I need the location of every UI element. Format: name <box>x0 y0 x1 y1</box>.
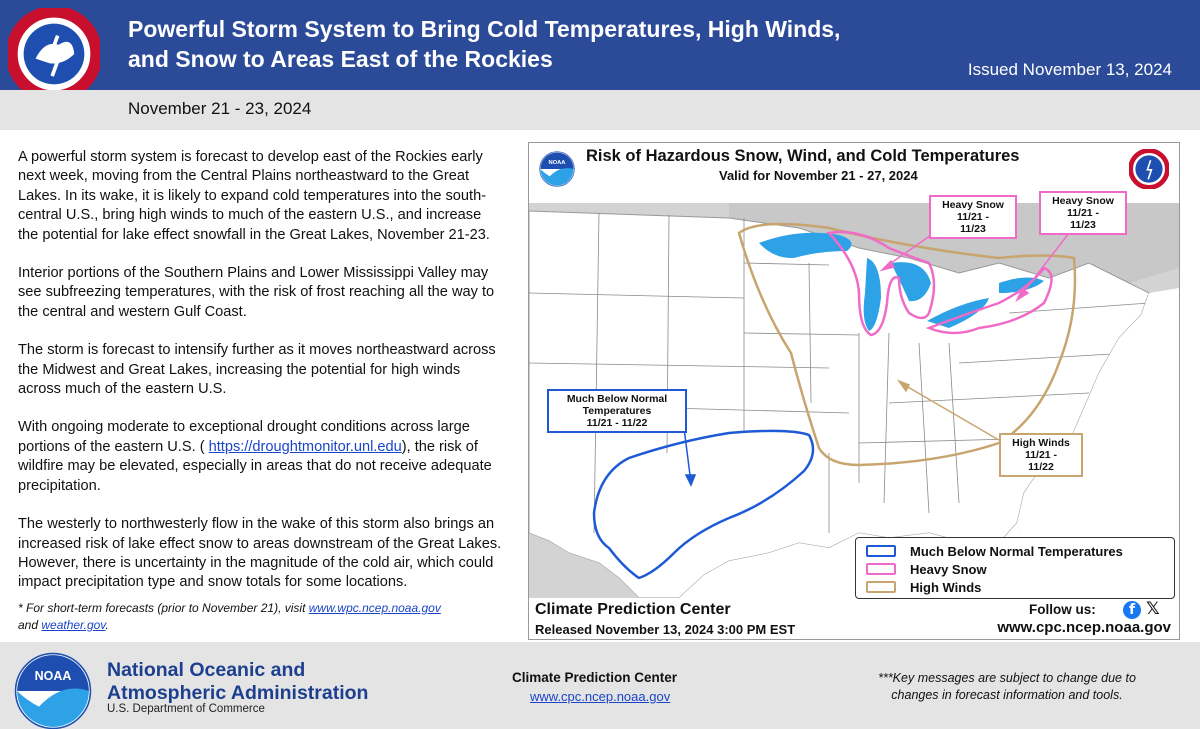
noaa-logo-text: NOAA <box>34 669 72 684</box>
map-title: Risk of Hazardous Snow, Wind, and Cold Temperatures <box>586 147 1020 165</box>
nws-logo-small <box>1129 149 1169 189</box>
paragraph-2: Interior portions of the Southern Plains and Lower Mississippi Valley may see subfreezing temperatures, with the risk of frost reaching all the way to the central and western Gulf Coast. <box>18 265 495 320</box>
high-winds-label <box>999 433 1083 477</box>
cpc-url-link[interactable]: www.cpc.ncep.noaa.gov <box>530 689 671 704</box>
noaa-small-text: NOAA <box>548 159 566 166</box>
drought-text-after: ), the risk of wildfire may be elevated, especially in areas that do not receive adequate precipitation. <box>18 438 492 494</box>
title-line-1: Powerful Storm System to Bring Cold Temperatures, High Winds, <box>128 16 841 42</box>
legend-item-cold <box>866 542 1164 560</box>
cpc-name: Climate Prediction Center <box>512 670 678 685</box>
date-range: November 21 - 23, 2024 <box>128 99 312 118</box>
map-footer-org: Climate Prediction Center <box>535 601 731 618</box>
org-line-2: Atmospheric Administration <box>107 682 369 704</box>
nws-logo <box>8 8 100 100</box>
map-valid-dates: Valid for November 21 - 27, 2024 <box>719 168 918 183</box>
legend-label-snow: Heavy Snow <box>910 561 987 577</box>
footnote <box>18 600 503 634</box>
disclaimer: ***Key messages are subject to change due to changes in forecast information and tools. <box>878 671 1136 702</box>
heavy-snow-label-east <box>1039 191 1127 235</box>
title-line-2: and Snow to Areas East of the Rockies <box>128 46 553 72</box>
map-legend <box>855 537 1175 599</box>
legend-item-snow <box>866 560 1164 578</box>
issued-date: Issued November 13, 2024 <box>967 60 1172 79</box>
key-messages <box>18 148 503 612</box>
legend-swatch-pink <box>866 563 896 575</box>
wpc-link[interactable]: www.wpc.ncep.noaa.gov <box>308 601 441 615</box>
noaa-logo <box>14 652 92 729</box>
noaa-org-name <box>107 659 368 705</box>
org-line-1: National Oceanic and <box>107 659 306 681</box>
footnote-after: . <box>105 618 109 632</box>
cold-label-sub: Temperatures <box>582 405 652 417</box>
legend-label-wind: High Winds <box>910 579 982 595</box>
noaa-logo-small <box>539 151 575 187</box>
page-title <box>128 14 948 74</box>
paragraph-lake-effect: The westerly to northwesterly flow in the wake of this storm also brings an increased risk of lake effect snow to areas downstream of the Great Lakes. However, there is uncertainty in the magnitude of the cold air, which could impact precipitation type and snow totals for some locations. <box>18 516 502 591</box>
heavy-snow-label-west <box>929 195 1017 239</box>
snow1-label-dates-a: 11/21 - <box>956 211 990 223</box>
wind-label-dates-b: 11/22 <box>1028 461 1054 473</box>
facebook-icon[interactable]: f <box>1123 601 1141 619</box>
snow2-label-dates-a: 11/21 - <box>1066 207 1100 219</box>
legend-swatch-tan <box>866 581 896 593</box>
wind-label-dates-a: 11/21 - <box>1024 449 1058 461</box>
drought-monitor-link[interactable]: https://droughtmonitor.unl.edu <box>208 438 402 455</box>
follow-us-label: Follow us: <box>1029 602 1096 617</box>
hazard-map-panel <box>528 142 1180 640</box>
snow2-label-dates-b: 11/23 <box>1070 219 1096 231</box>
cold-label-title: Much Below Normal <box>566 393 668 405</box>
footnote-before: * For short-term forecasts (prior to November 21), visit <box>18 601 309 615</box>
paragraph-3: The storm is forecast to intensify further as it moves northeastward across the Midwest and Great Lakes, increasing the potential for high winds across much of the eastern U.S. <box>18 342 496 398</box>
snow1-label-title: Heavy Snow <box>942 199 1004 211</box>
map-footer-url: www.cpc.ncep.noaa.gov <box>997 619 1171 636</box>
snow2-label-title: Heavy Snow <box>1052 195 1114 207</box>
drought-text-before: With ongoing moderate to exceptional drought conditions across large portions of the eastern U.S. ( <box>18 419 470 455</box>
x-twitter-icon[interactable]: 𝕏 <box>1146 599 1160 619</box>
snow1-label-dates-b: 11/23 <box>960 223 986 235</box>
dept-name: U.S. Department of Commerce <box>107 703 265 715</box>
legend-item-wind <box>866 578 1164 596</box>
weather-gov-link[interactable]: weather.gov <box>41 618 106 632</box>
wind-label-title: High Winds <box>1012 437 1070 449</box>
legend-label-cold: Much Below Normal Temperatures <box>910 543 1123 559</box>
footnote-middle: and <box>18 618 42 632</box>
map-footer-released: Released November 13, 2024 3:00 PM EST <box>535 622 796 637</box>
paragraph-drought <box>18 418 503 496</box>
cold-label-dates: 11/21 - 11/22 <box>586 417 648 429</box>
cold-temps-label <box>547 389 687 433</box>
paragraph-1: A powerful storm system is forecast to develop east of the Rockies early next week, moving from the Central Plains northeastward to the Great Lakes. In its wake, it is likely to expand cold temperatures into the south-central U.S., bring high winds to much of the eastern U.S., and increase the potential for lake effect snowfall in the Great Lakes, November 21-23. <box>18 149 490 243</box>
legend-swatch-blue <box>866 545 896 557</box>
